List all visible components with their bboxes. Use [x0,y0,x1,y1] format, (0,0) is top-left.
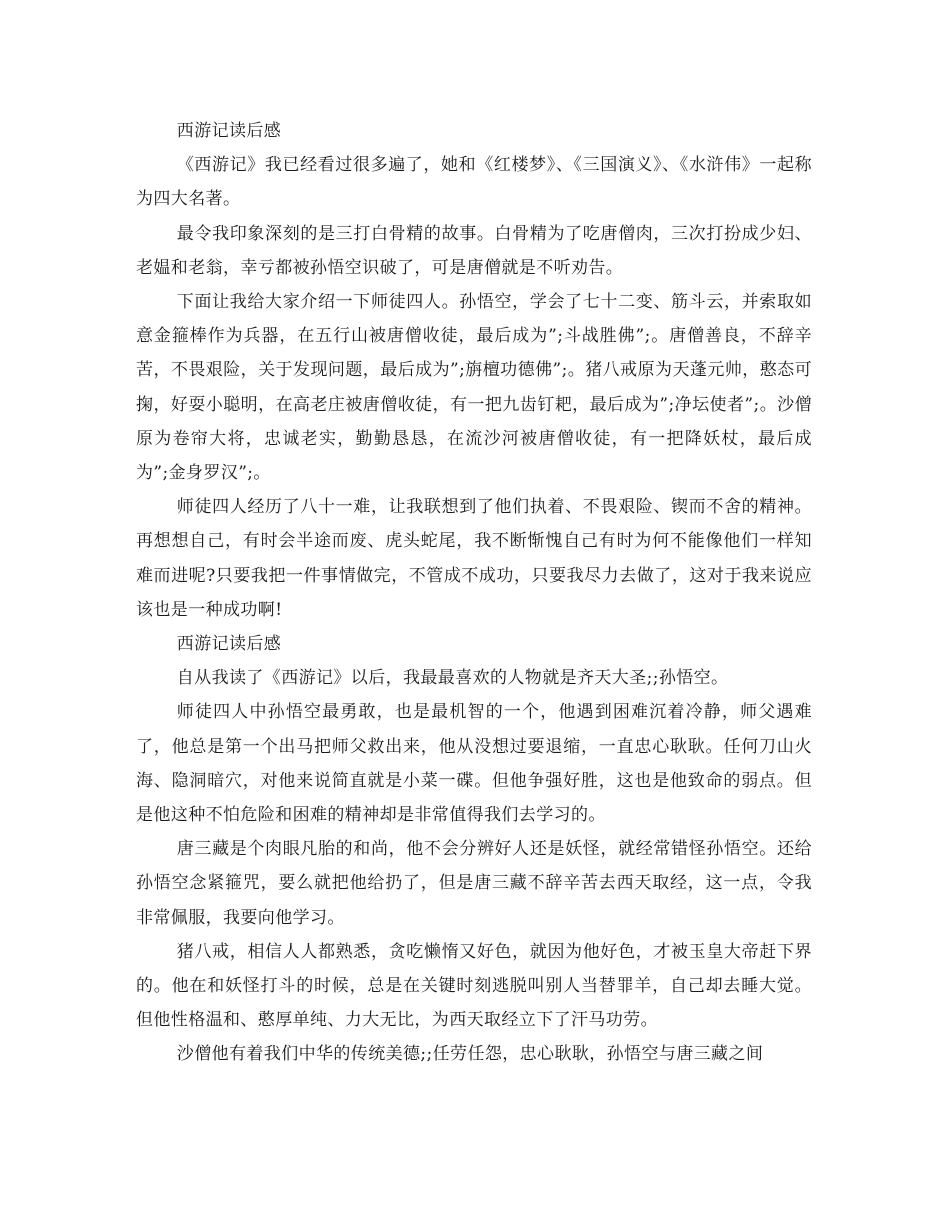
paragraph: 下面让我给大家介绍一下师徒四人。孙悟空，学会了七十二变、筋斗云，并索取如意金箍棒作为兵器，在五行山被唐僧收徒，最后成为”;斗战胜佛”;。唐僧善良，不辞辛苦，不畏艰险，关于发现问题，最后成为”;旃檀功德佛”;。猪八戒原为天蓬元帅，憨态可掬，好耍小聪明，在高老庄被唐僧收徒，有一把九齿钉耙，最后成为”;净坛使者”;。沙僧原为卷帘大将，忠诚老实，勤勤恳恳，在流沙河被唐僧收徒，有一把降妖杖，最后成为”;金身罗汉”;。 [136,292,812,484]
paragraph: 最令我印象深刻的是三打白骨精的故事。白骨精为了吃唐僧肉，三次打扮成少妇、老媪和老翁，幸亏都被孙悟空识破了，可是唐僧就是不听劝告。 [136,223,812,278]
paragraph: 猪八戒，相信人人都熟悉，贪吃懒惰又好色，就因为他好色，才被玉皇大帝赶下界的。他在和妖怪打斗的时候，总是在关键时刻逃脱叫别人当替罪羊，自己却去睡大觉。但他性格温和、憨厚单纯、力大无比，为西天取经立下了汗马功劳。 [136,941,812,1031]
paragraph: 唐三藏是个肉眼凡胎的和尚，他不会分辨好人还是妖怪，就经常错怪孙悟空。还给孙悟空念紧箍咒，要么就把他给扔了，但是唐三藏不辞辛苦去西天取经，这一点，令我非常佩服，我要向他学习。 [136,839,812,928]
section-title: 西游记读后感 [176,634,282,655]
document-body [136,114,812,1072]
paragraph: 沙僧他有着我们中华的传统美德;;任劳任怨，忠心耿耿，孙悟空与唐三藏之间 [176,1044,764,1065]
paragraph: 《西游记》我已经看过很多遍了，她和《红楼梦》、《三国演义》、《水浒伟》一起称为四大名著。 [136,155,812,210]
paragraph: 师徒四人经历了八十一难，让我联想到了他们执着、不畏艰险、锲而不舍的精神。再想想自己，有时会半途而废、虎头蛇尾，我不断惭愧自己有时为何不能像他们一样知难而进呢?只要我把一件事情做完，不管成不成功，只要我尽力去做了，这对于我来说应该也是一种成功啊! [136,497,812,620]
paragraph: 师徒四人中孙悟空最勇敢，也是最机智的一个，他遇到困难沉着冷静，师父遇难了，他总是第一个出马把师父救出来，他从没想过要退缩，一直忠心耿耿。任何刀山火海、隐洞暗穴，对他来说简直就是小菜一碟。但他争强好胜，这也是他致命的弱点。但是他这种不怕危险和困难的精神却是非常值得我们去学习的。 [136,702,812,826]
paragraph: 自从我读了《西游记》以后，我最最喜欢的人物就是齐天大圣;;孙悟空。 [176,668,729,689]
section-title: 西游记读后感 [176,121,282,141]
